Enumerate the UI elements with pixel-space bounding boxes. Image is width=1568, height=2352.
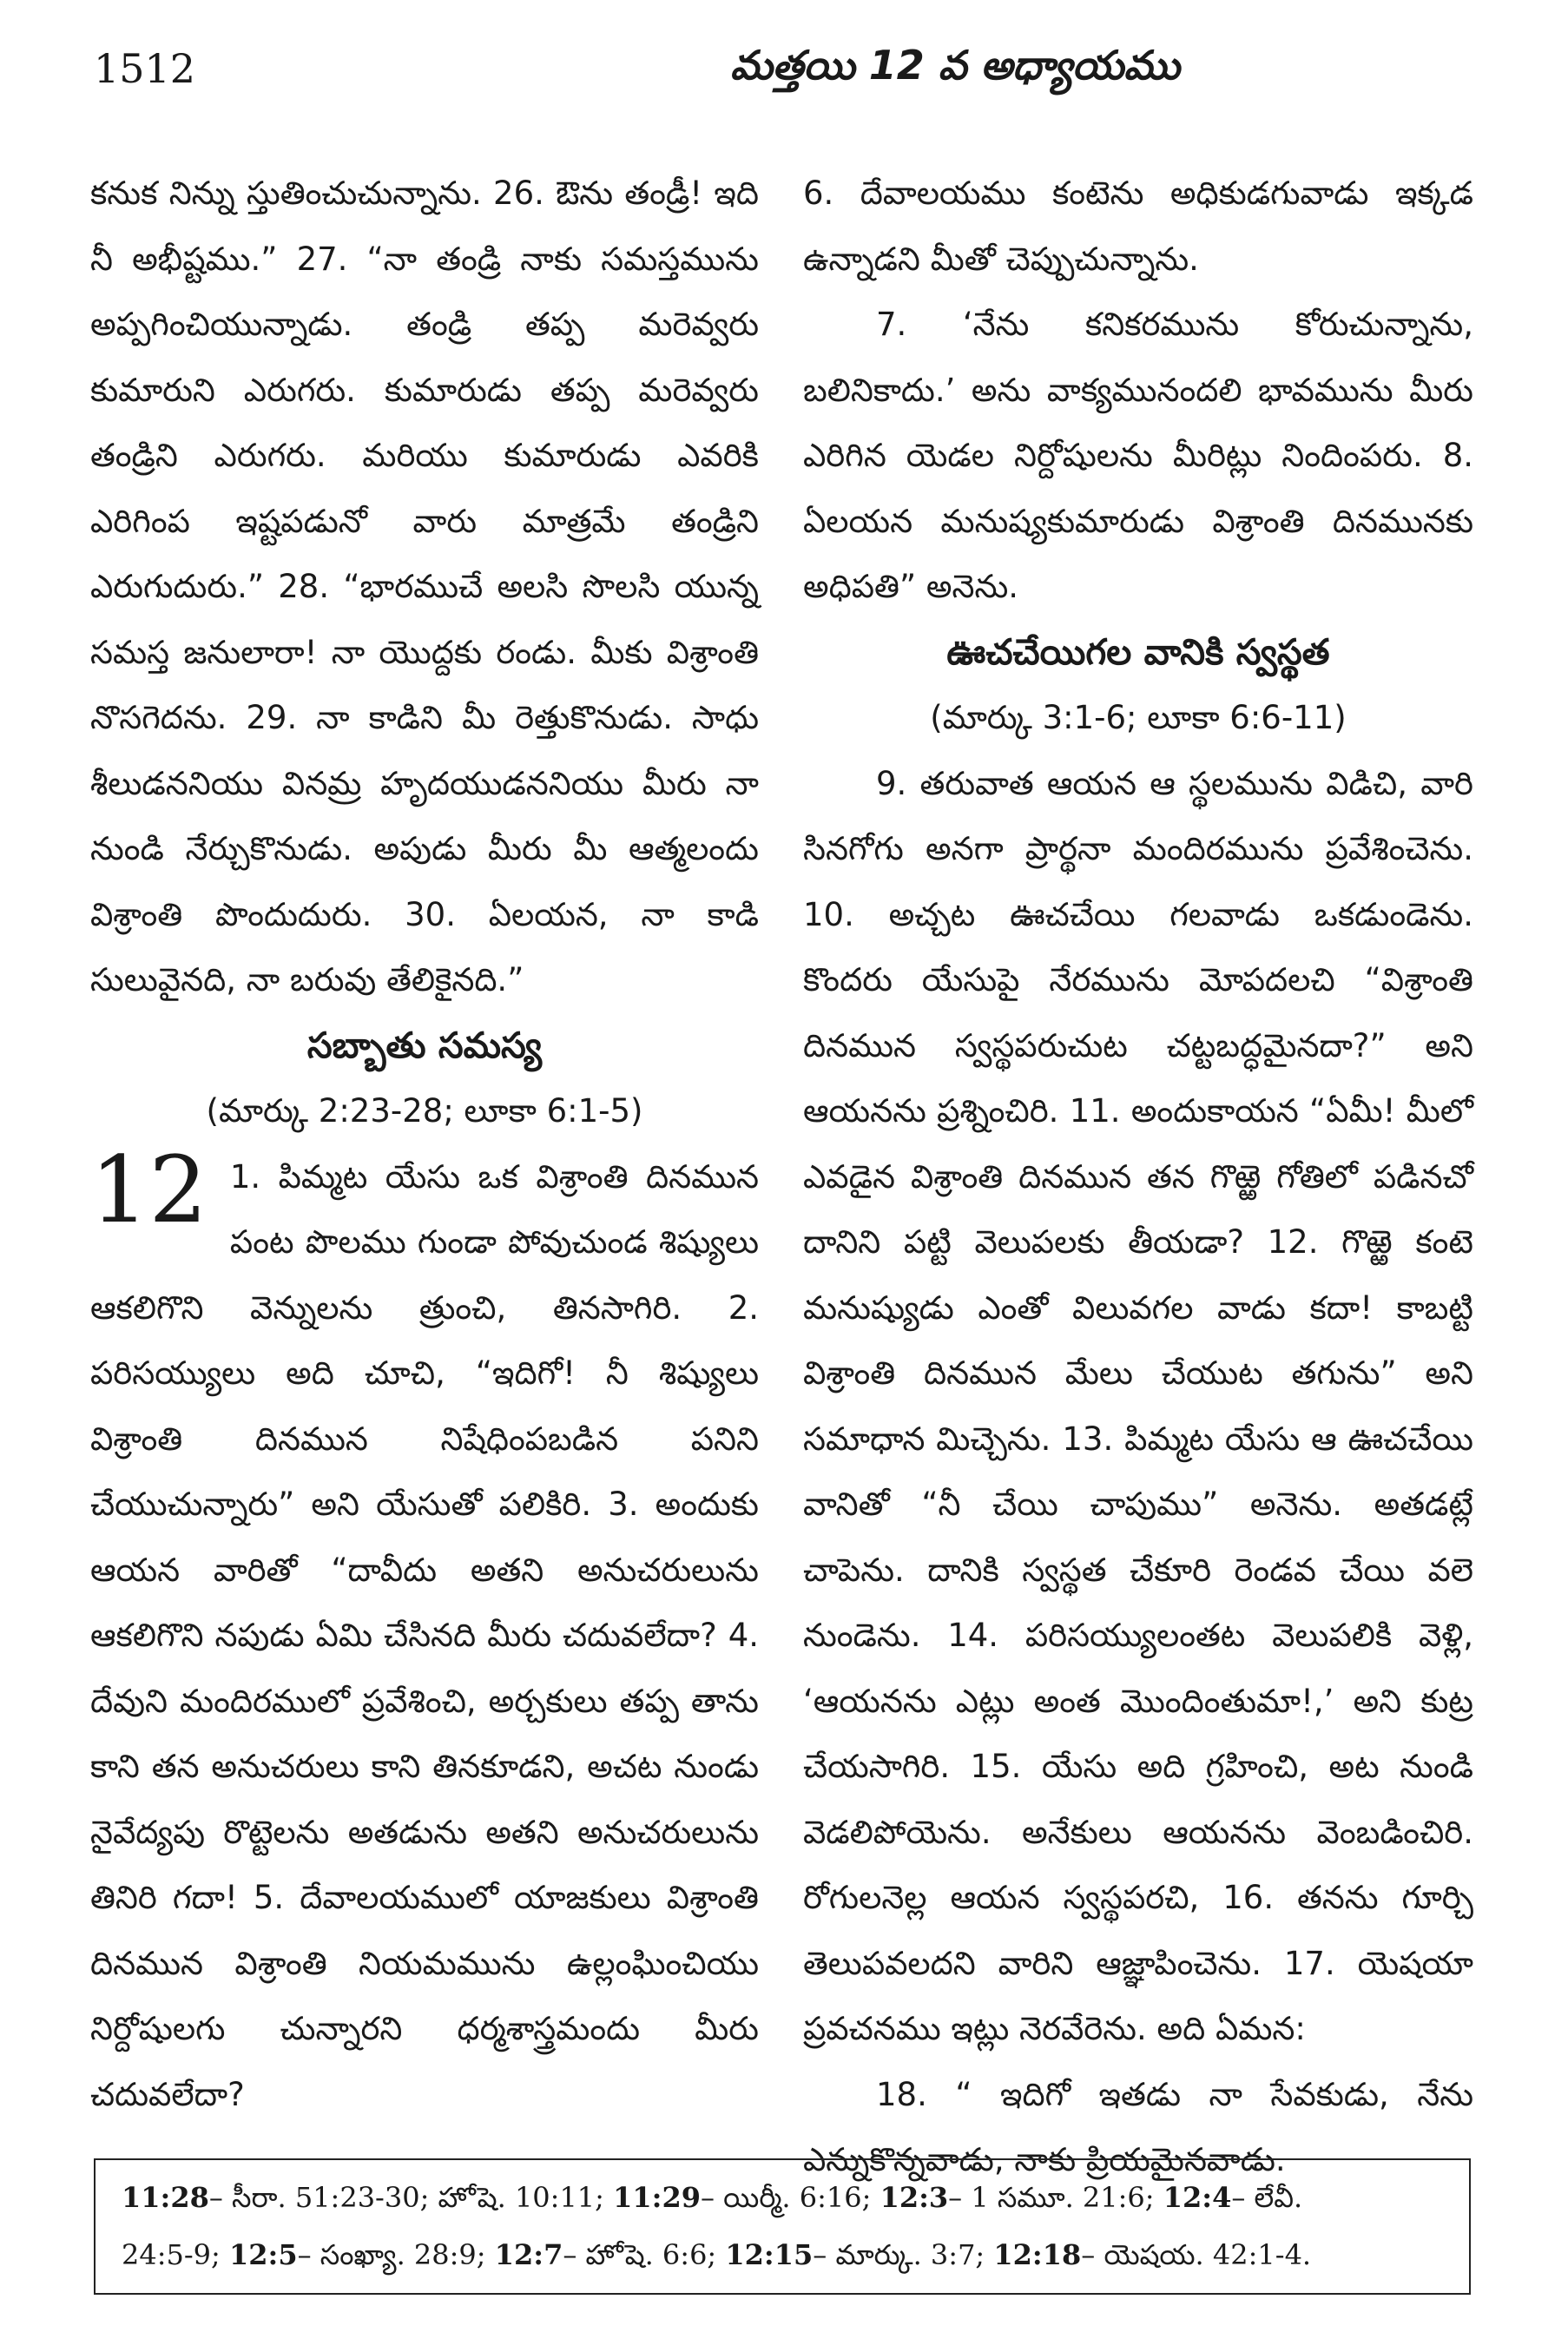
- footnote-text: – సీరా. 51:23-30; హోషె. 10:11;: [208, 2181, 614, 2214]
- footnote-ref: 12:18: [993, 2238, 1082, 2271]
- paragraph: 7. ‘నేను కనికరమును కోరుచున్నాను, బలినికాదు.’ అను వాక్యమునందలి భావమును మీరు ఎరిగిన యెడల నిర్దోషులను మీరిట్లు నిందింపరు. 8. ఏలయన మనుష్యకుమారుడు విశ్రాంతి దినమునకు అధిపతి” అనెను.: [803, 306, 1473, 605]
- footnote-box: [94, 2158, 1471, 2295]
- page-number: 1512: [94, 45, 196, 92]
- footnote-ref: 12:5: [228, 2238, 298, 2271]
- footnote-text: 24:5-9;: [122, 2238, 229, 2271]
- footnote-text: – మార్కు. 3:7;: [813, 2238, 994, 2271]
- footnote-ref: 12:7: [494, 2238, 563, 2271]
- footnote-text: – లేవీ.: [1231, 2181, 1303, 2214]
- left-column: [90, 161, 759, 2127]
- paragraph: 9. తరువాత ఆయన ఆ స్థలమును విడిచి, వారి సినగోగు అనగా ప్రార్థనా మందిరమును ప్రవేశించెను. 10. అచ్చట ఊచచేయి గలవాడు ఒకడుండెను. కొందరు యేసుపై నేరమును మోపదలచి “విశ్రాంతి దినమున స్వస్థపరుచుట చట్టబద్ధమైనదా?” అని ఆయనను ప్రశ్నించిరి. 11. అందుకాయన “ఏమీ! మీలో ఎవడైన విశ్రాంతి దినమున తన గొఱ్ఱె గోతిలో పడినచో దానిని పట్టి వెలుపలకు తీయడా? 12. గొఱ్ఱె కంటె మనుష్యుడు ఎంతో విలువగల వాడు కదా! కాబట్టి విశ్రాంతి దినమున మేలు చేయుట తగును” అని సమాధాన మిచ్చెను. 13. పిమ్మట యేసు ఆ ఊచచేయి వానితో “నీ చేయి చాపుము” అనెను. అతడట్లే చాపెను. దానికి స్వస్థత చేకూరి రెండవ చేయి వలె నుండెను. 14. పరిసయ్యులంతట వెలుపలికి వెళ్లి, ‘ఆయనను ఎట్లు అంత మొందింతుమా!,’ అని కుట్ర చేయసాగిరి. 15. యేసు అది గ్రహించి, అట నుండి వెడలిపోయెను. అనేకులు ఆయనను వెంబడించిరి. రోగులనెల్ల ఆయన స్వస్థపరచి, 16. తనను గూర్చి తెలుపవలదని వారిని ఆజ్ఞాపించెను. 17. యెషయా ప్రవచనము ఇట్లు నెరవేరెను. అది ఏమన:: [803, 764, 1473, 2047]
- footnote-line: [122, 2169, 1443, 2226]
- footnote-ref: 12:3: [880, 2181, 949, 2214]
- cross-reference: (మార్కు 2:23-28; లూకా 6:1-5): [206, 1092, 643, 1130]
- section-heading: సబ్బాతు సమస్య: [306, 1024, 543, 1066]
- footnote-ref: 11:28: [122, 2181, 209, 2214]
- paragraph: 18. “ ఇదిగో ఇతడు నా సేవకుడు, నేను ఎన్నుకొన్నవాడు, నాకు ప్రియమైనవాడు.: [803, 2075, 1473, 2178]
- paragraph: 6. దేవాలయము కంటెను అధికుడగువాడు ఇక్కడ ఉన్నాడని మీతో చెప్పుచున్నాను.: [803, 175, 1473, 278]
- paragraph: 1. పిమ్మట యేసు ఒక విశ్రాంతి దినమున పంట పొలము గుండా పోవుచుండ శిష్యులు ఆకలిగొని వెన్నులను త్రుంచి, తినసాగిరి. 2. పరిసయ్యులు అది చూచి, “ఇదిగో! నీ శిష్యులు విశ్రాంతి దినమున నిషేధింపబడిన పనిని చేయుచున్నారు” అని యేసుతో పలికిరి. 3. అందుకు ఆయన వారితో “దావీదు అతని అనుచరులును ఆకలిగొని నపుడు ఏమి చేసినది మీరు చదువలేదా? 4. దేవుని మందిరములో ప్రవేశించి, అర్చకులు తప్ప తాను కాని తన అనుచరులు కాని తినకూడని, అచట నుండు నైవేద్యపు రొట్టెలను అతడును అతని అనుచరులును తినిరి గదా! 5. దేవాలయములో యాజకులు విశ్రాంతి దినమున విశ్రాంతి నియమమును ఉల్లంఘించియు నిర్దోషులగు చున్నారని ధర్మశాస్త్రమందు మీరు చదువలేదా?: [90, 1157, 759, 2113]
- footnote-text: – యిర్మీ. 6:16;: [701, 2181, 880, 2214]
- right-column: [803, 161, 1473, 2193]
- footnote-text: – యెషయ. 42:1-4.: [1081, 2238, 1312, 2271]
- footnote-text: – హోషె. 6:6;: [563, 2238, 726, 2271]
- paragraph: కనుక నిన్ను స్తుతించుచున్నాను. 26. ఔను తండ్రీ! ఇది నీ అభీష్టము.” 27. “నా తండ్రి నాకు సమస్తమును అప్పగించియున్నాడు. తండ్రి తప్ప మరెవ్వరు కుమారుని ఎరుగరు. కుమారుడు తప్ప మరెవ్వరు తండ్రిని ఎరుగరు. మరియు కుమారుడు ఎవరికి ఎరిగింప ఇష్టపడునో వారు మాత్రమే తండ్రిని ఎరుగుదురు.” 28. “భారముచే అలసి సొలసి యున్న సమస్త జనులారా! నా యొద్దకు రండు. మీకు విశ్రాంతి నొసగెదను. 29. నా కాడిని మీ రెత్తుకొనుడు. సాధు శీలుడననియు వినమ్ర హృదయుడననియు మీరు నా నుండి నేర్చుకొనుడు. అపుడు మీరు మీ ఆత్మలందు విశ్రాంతి పొందుదురు. 30. ఏలయన, నా కాడి సులువైనది, నా బరువు తేలికైనది.”: [90, 175, 759, 998]
- footnote-text: – 1 సమూ. 21:6;: [948, 2181, 1163, 2214]
- running-head: మత్తయి 12 వ అధ్యాయము: [730, 42, 1180, 89]
- chapter-opening: [90, 1136, 759, 2128]
- cross-reference: (మార్కు 3:1-6; లూకా 6:6-11): [930, 699, 1347, 736]
- footnote-ref: 12:4: [1163, 2181, 1232, 2214]
- footnote-line: [122, 2226, 1443, 2283]
- footnote-ref: 12:15: [725, 2238, 814, 2271]
- section-heading: ఊచచేయిగల వానికి స్వస్థత: [946, 630, 1330, 673]
- footnote-text: – సంఖ్యా. 28:9;: [297, 2238, 495, 2271]
- footnote-ref: 11:29: [613, 2181, 701, 2214]
- chapter-number: 12: [90, 1136, 208, 1243]
